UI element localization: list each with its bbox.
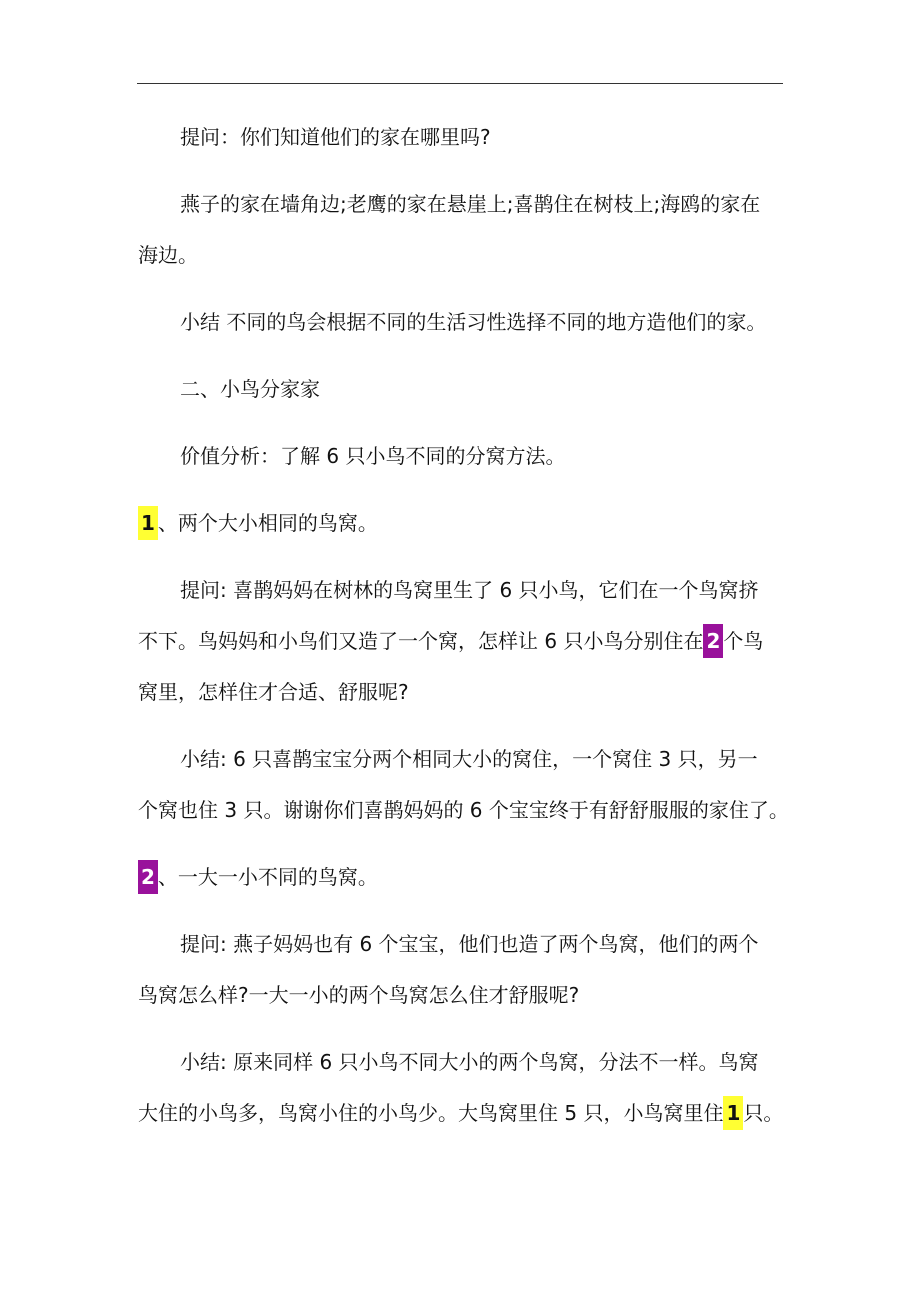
value-analysis-paragraph <box>138 431 790 482</box>
question-text: 提问：你们知道他们的家在哪里吗? <box>180 125 491 149</box>
item-2-text: 、一大一小不同的鸟窝。 <box>157 865 378 889</box>
summary-2-line-1: 小结: 6 只喜鹊宝宝分两个相同大小的窝住，一个窝住 3 只，另一 <box>180 747 758 771</box>
summary-2-line-2: 个窝也住 3 只。谢谢你们喜鹊妈妈的 6 个宝宝终于有舒舒服服的家住了。 <box>138 798 789 822</box>
highlight-marker-1: 1 <box>138 506 158 540</box>
summary-paragraph-2 <box>138 734 790 836</box>
summary-text: 小结 不同的鸟会根据不同的生活习性选择不同的地方造他们的家。 <box>180 310 767 334</box>
item-2-heading <box>138 852 790 903</box>
summary-3-line-2: 大住的小鸟多，鸟窝小住的小鸟少。大鸟窝里住 5 只，小鸟窝里住 <box>138 1101 724 1125</box>
document-body <box>138 112 790 1139</box>
question-3-line-2: 鸟窝怎么样?一大一小的两个鸟窝怎么住才舒服呢? <box>138 983 580 1007</box>
item-1-text: 、两个大小相同的鸟窝。 <box>157 511 378 535</box>
summary-3-line-1: 小结: 原来同样 6 只小鸟不同大小的两个鸟窝，分法不一样。鸟窝 <box>180 1050 759 1074</box>
value-analysis-text: 价值分析：了解 6 只小鸟不同的分窝方法。 <box>180 444 566 468</box>
highlight-marker-3: 2 <box>138 860 158 894</box>
answer-line-2: 海边。 <box>138 243 198 267</box>
question-paragraph-1 <box>138 112 790 163</box>
item-1-heading <box>138 498 790 549</box>
section-heading-text: 二、小鸟分家家 <box>180 377 320 401</box>
question-2-line-3: 窝里，怎样住才合适、舒服呢? <box>138 680 409 704</box>
summary-3-line-2-end: 只。 <box>743 1101 784 1125</box>
question-2-line-2: 不下。鸟妈妈和小鸟们又造了一个窝，怎样让 6 只小鸟分别住在 <box>138 629 704 653</box>
answer-paragraph <box>138 179 790 281</box>
question-2-line-1: 提问: 喜鹊妈妈在树林的鸟窝里生了 6 只小鸟，它们在一个鸟窝挤 <box>180 578 759 602</box>
highlight-marker-2: 2 <box>703 624 723 658</box>
summary-paragraph-3 <box>138 1037 790 1139</box>
question-paragraph-3 <box>138 919 790 1021</box>
summary-paragraph-1 <box>138 297 790 348</box>
highlight-marker-4: 1 <box>723 1096 743 1130</box>
question-paragraph-2 <box>138 565 790 718</box>
header-rule <box>137 83 783 84</box>
section-heading <box>138 364 790 415</box>
question-3-line-1: 提问: 燕子妈妈也有 6 个宝宝，他们也造了两个鸟窝，他们的两个 <box>180 932 759 956</box>
answer-line-1: 燕子的家在墙角边;老鹰的家在悬崖上;喜鹊住在树枝上;海鸥的家在 <box>180 192 761 216</box>
question-2-line-2-end: 个鸟 <box>723 629 764 653</box>
